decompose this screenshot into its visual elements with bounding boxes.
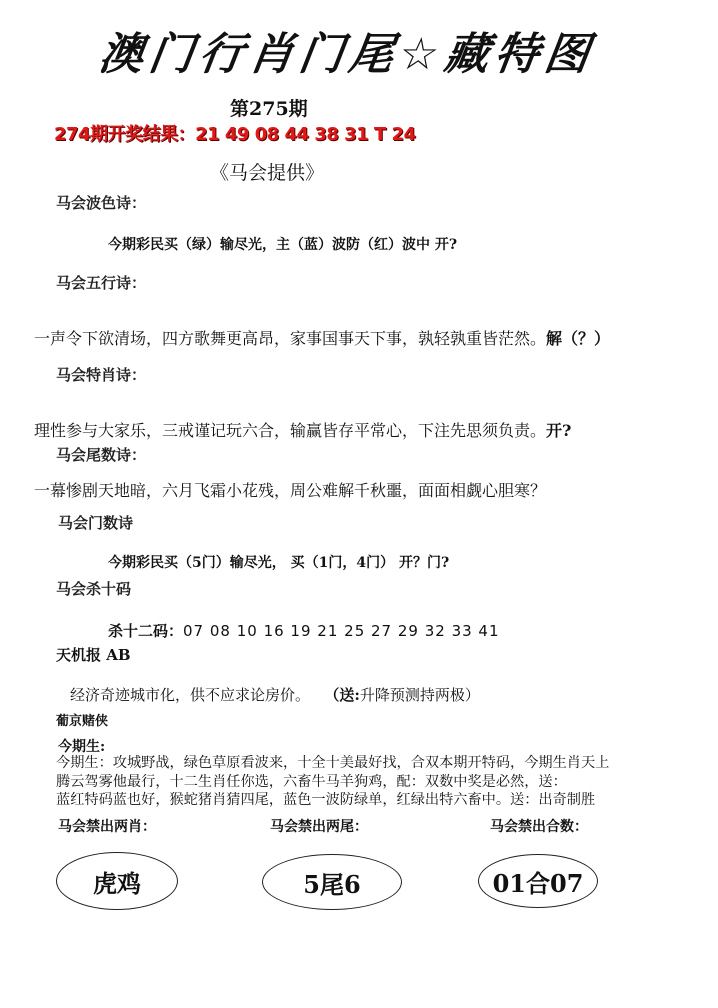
kill-numbers-heading: 马会杀十码	[56, 580, 132, 598]
five-elements-heading: 马会五行诗：	[56, 274, 147, 292]
ban-zodiac-value: 虎鸡	[93, 868, 141, 898]
econ-tail-label: （送:	[324, 686, 360, 704]
econ-verse	[70, 684, 480, 705]
five-elements-verse	[34, 326, 610, 349]
wave-poem-heading: 马会波色诗：	[56, 194, 147, 212]
issue-number: 第275期	[230, 98, 308, 120]
provider-label: 《马会提供》	[210, 162, 325, 184]
jinqi-line: 今期生：攻城野战，绿色草原看波来，十全十美最好找，合双本期开特码，今期生肖天上	[56, 755, 610, 771]
jinqi-paragraph	[56, 754, 718, 810]
jinqi-line: 腾云驾雾他最行，十二生肖任你选，六畜牛马羊狗鸡，配：双数中奖是必然，送：	[56, 773, 567, 790]
ban-tail-oval	[262, 854, 402, 910]
kill-label: 杀十二码：	[108, 622, 184, 640]
door-poem-heading: 马会门数诗	[58, 514, 134, 532]
results-numbers: 21 49 08 44 38 31 T 24	[195, 124, 416, 145]
ban-tail-label: 马会禁出两尾：	[270, 819, 368, 835]
wave-poem-verse: 今期彩民买（绿）输尽光，主（蓝）波防（红）波中 开?	[108, 237, 458, 253]
zodiac-poem-verse	[34, 418, 571, 441]
page-title: 澳门行肖门尾☆藏特图	[95, 29, 599, 80]
ban-sum-value: 01合07	[492, 868, 584, 898]
zodiac-poem-text: 理性参与大家乐，三戒谨记玩六合，输赢皆存平常心，下注先思须负责。	[34, 421, 547, 440]
zodiac-poem-tail: 开?	[546, 421, 572, 440]
jinqi-line: 蓝红特码蓝也好，猴蛇猪肖猜四尾，蓝色一波防绿单，红绿出特六畜中。送：出奇制胜	[56, 792, 596, 808]
econ-tail: 升降预测持两极）	[359, 686, 480, 704]
kill-twelve-codes	[108, 620, 500, 641]
results-label: 274期开奖结果：	[54, 124, 196, 145]
tail-poem-heading: 马会尾数诗：	[56, 446, 147, 464]
tianji-heading: 天机报 AB	[56, 646, 131, 664]
door-poem-verse: 今期彩民买（5门）输尽光， 买（1门，4门） 开？门?	[108, 555, 450, 571]
previous-results	[54, 120, 416, 146]
jinqi-label: 今期生:	[58, 739, 106, 755]
pujing-heading: 葡京赌侠	[56, 714, 109, 729]
ban-tail-value: 5尾6	[303, 869, 361, 899]
kill-numbers: 07 08 10 16 19 21 25 27 29 32 33 41	[183, 622, 500, 640]
econ-text: 经济奇迹城市化，供不应求论房价。	[70, 686, 311, 704]
ban-sum-oval	[478, 854, 598, 908]
ban-sum-label: 马会禁出合数：	[490, 819, 588, 835]
five-elements-text: 一声令下欲清场，四方歌舞更高昂，家事国事天下事，孰轻孰重皆茫然。	[34, 329, 547, 348]
tail-poem-verse: 一幕惨剧天地暗，六月飞霜小花残，周公难解千秋噩，面面相觑心胆寒？	[34, 481, 547, 500]
zodiac-poem-heading: 马会特肖诗：	[56, 366, 147, 384]
five-elements-tail: 解（？）	[546, 329, 611, 348]
ban-zodiac-oval	[56, 852, 178, 910]
ban-zodiac-label: 马会禁出两肖：	[58, 819, 156, 835]
